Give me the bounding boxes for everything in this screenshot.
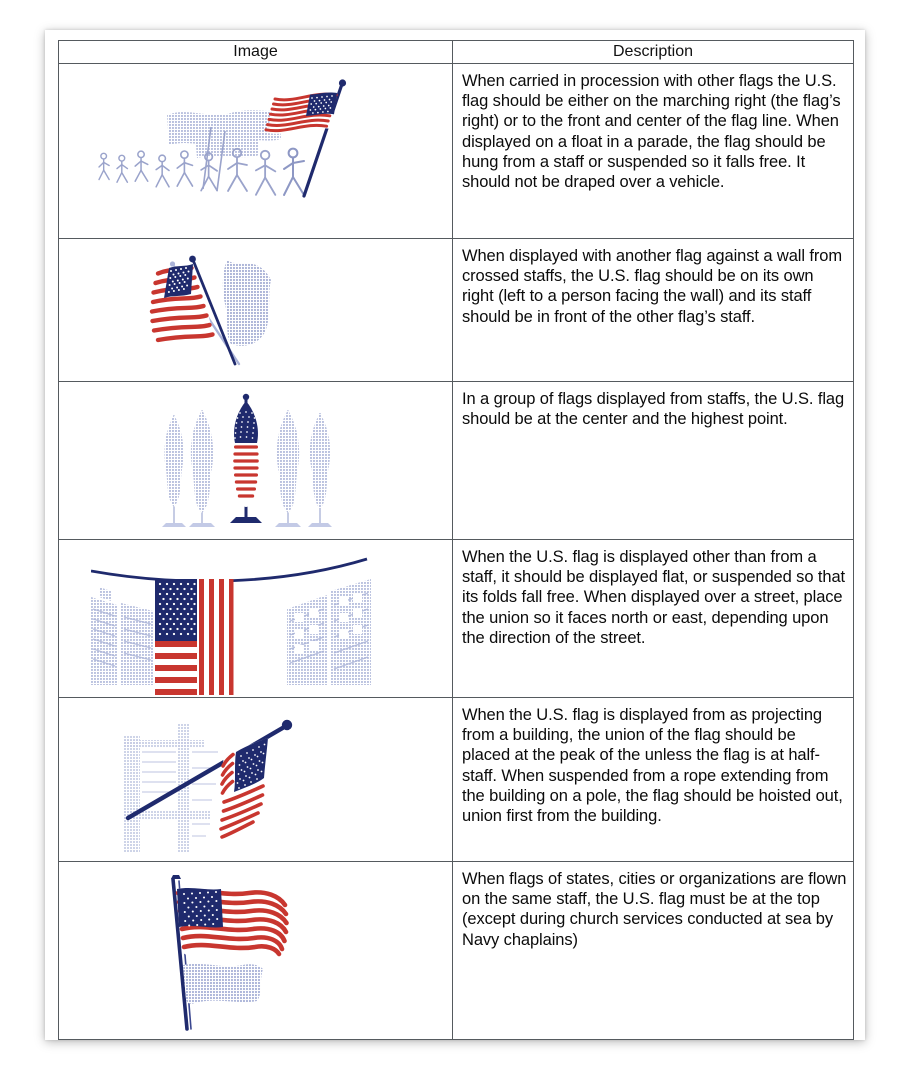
crossed-staffs-flags-illustration bbox=[59, 239, 453, 382]
column-header-image: Image bbox=[59, 41, 453, 64]
ghost-buildings-left bbox=[91, 587, 153, 685]
description-text: When carried in procession with other flags the U.S. flag should be either on the marching right (the flag’s right) or to the front and center of the flag line. When displayed on a float in a parade, the flag should be hung from a staff or suspended so it falls free. It should not be draped over a vehicle. bbox=[462, 72, 841, 192]
us-flag-top bbox=[177, 887, 287, 958]
row-description bbox=[453, 862, 854, 1040]
vertical-us-flag bbox=[155, 579, 234, 695]
description-text: When the U.S. flag is displayed other than from a staff, it should be displayed flat, or suspended so that its folds fall free. When displayed over a street, place the union so it faces north or east, depending upon the direction of the street. bbox=[462, 548, 846, 647]
flags-on-same-staff-illustration bbox=[59, 862, 453, 1040]
table-row bbox=[59, 382, 854, 540]
ghost-flag-4 bbox=[275, 410, 301, 527]
ghost-building bbox=[124, 724, 218, 852]
column-header-description: Description bbox=[453, 41, 854, 64]
flag-etiquette-table bbox=[58, 40, 854, 1040]
row-description bbox=[453, 698, 854, 862]
flag-projecting-from-building-illustration-svg bbox=[106, 700, 406, 860]
table-row bbox=[59, 64, 854, 239]
table-header-row bbox=[59, 41, 854, 64]
table-row bbox=[59, 862, 854, 1040]
ghost-flag-2 bbox=[189, 410, 215, 527]
suspension-cable bbox=[91, 559, 367, 581]
flag-projecting-from-building-illustration bbox=[59, 698, 453, 862]
description-text: When the U.S. flag is displayed from as projecting from a building, the union of the flag should be placed at the peak of the unless the flag is at half-staff. When suspended from a rope extending from the building on a pole, the flag should be hoisted out, union first from the building. bbox=[462, 706, 843, 826]
description-text: When displayed with another flag against a wall from crossed staffs, the U.S. flag should be on its own right (left to a person facing the wall) and its staff should be in front of the other flag’s staff. bbox=[462, 247, 843, 326]
ghost-flag-1 bbox=[162, 415, 186, 527]
ghost-flag-5 bbox=[308, 413, 332, 527]
table-row bbox=[59, 540, 854, 698]
flag-in-procession-illustration-svg bbox=[91, 67, 421, 235]
row-description bbox=[453, 540, 854, 698]
crossed-staffs-flags-illustration-svg bbox=[131, 240, 381, 380]
table-row bbox=[59, 698, 854, 862]
flag-suspended-over-street-illustration-svg bbox=[91, 543, 421, 695]
description-text: When flags of states, cities or organizations are flown on the same staff, the U.S. flag must be at the top (except during church services conducted at sea by Navy chaplains) bbox=[462, 870, 847, 949]
flags-on-same-staff-illustration-svg bbox=[111, 865, 401, 1037]
description-text: In a group of flags displayed from staffs, the U.S. flag should be at the center and the highest point. bbox=[462, 390, 845, 429]
us-flag-center bbox=[230, 393, 262, 522]
hanging-us-flag bbox=[220, 738, 268, 843]
row-description bbox=[453, 64, 854, 239]
flag-suspended-over-street-illustration bbox=[59, 540, 453, 698]
flag-in-procession-illustration bbox=[59, 64, 453, 239]
row-description bbox=[453, 239, 854, 382]
secondary-flag bbox=[183, 963, 263, 1003]
other-flag bbox=[222, 260, 270, 346]
group-of-flags-on-staffs-illustration bbox=[59, 382, 453, 540]
row-description bbox=[453, 382, 854, 540]
group-of-flags-on-staffs-illustration-svg bbox=[136, 385, 376, 537]
table-row bbox=[59, 239, 854, 382]
